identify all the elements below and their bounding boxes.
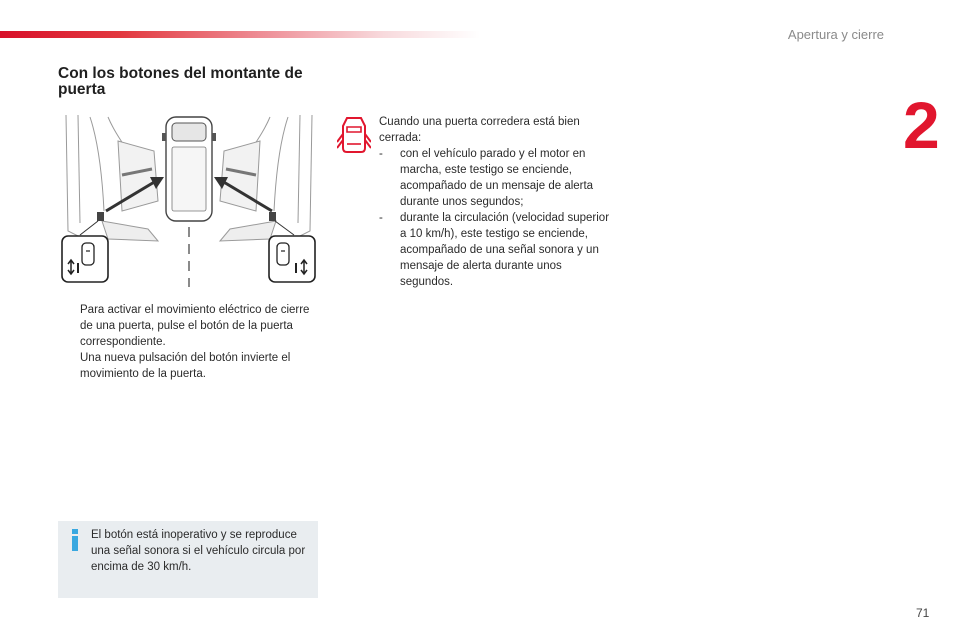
info-text: El botón está inoperativo y se reproduce una señal sonora si el vehículo circula por encima de 30 km/h.: [91, 529, 306, 573]
sliding-door-button-icon: [269, 236, 315, 282]
header-color-bar: [0, 31, 480, 38]
chapter-title: Apertura y cierre: [787, 27, 884, 42]
sliding-door-button-icon: [62, 236, 108, 282]
instruction-list: [58, 302, 320, 382]
list-item: - con el vehículo parado y el motor en marcha, este testigo se enciende, acompañado de un mensaje de alerta durante unos segundos;: [379, 148, 594, 208]
section-title: Con los botones del montante de puerta: [58, 65, 303, 98]
list-item: Para activar el movimiento eléctrico de cierre de una puerta, pulse el botón de la puerta correspondiente.: [80, 304, 310, 348]
door-open-warning-icon: [337, 114, 371, 156]
info-note: [58, 521, 318, 598]
warning-intro: Cuando una puerta corredera está bien cerrada:: [379, 116, 580, 144]
info-icon: [68, 529, 82, 551]
page-number: 71: [916, 606, 930, 620]
warning-text: [379, 114, 614, 290]
chapter-number: 2: [903, 88, 940, 162]
vehicle-door-buttons-illustration: [58, 111, 320, 291]
vehicle-top-view-icon: [162, 117, 216, 221]
list-item: - durante la circulación (velocidad superior a 10 km/h), este testigo se enciende, acompañado de una señal sonora y un mensaje de alerta durante unos segundos.: [379, 212, 610, 288]
list-item: Una nueva pulsación del botón invierte el movimiento de la puerta.: [80, 352, 291, 380]
